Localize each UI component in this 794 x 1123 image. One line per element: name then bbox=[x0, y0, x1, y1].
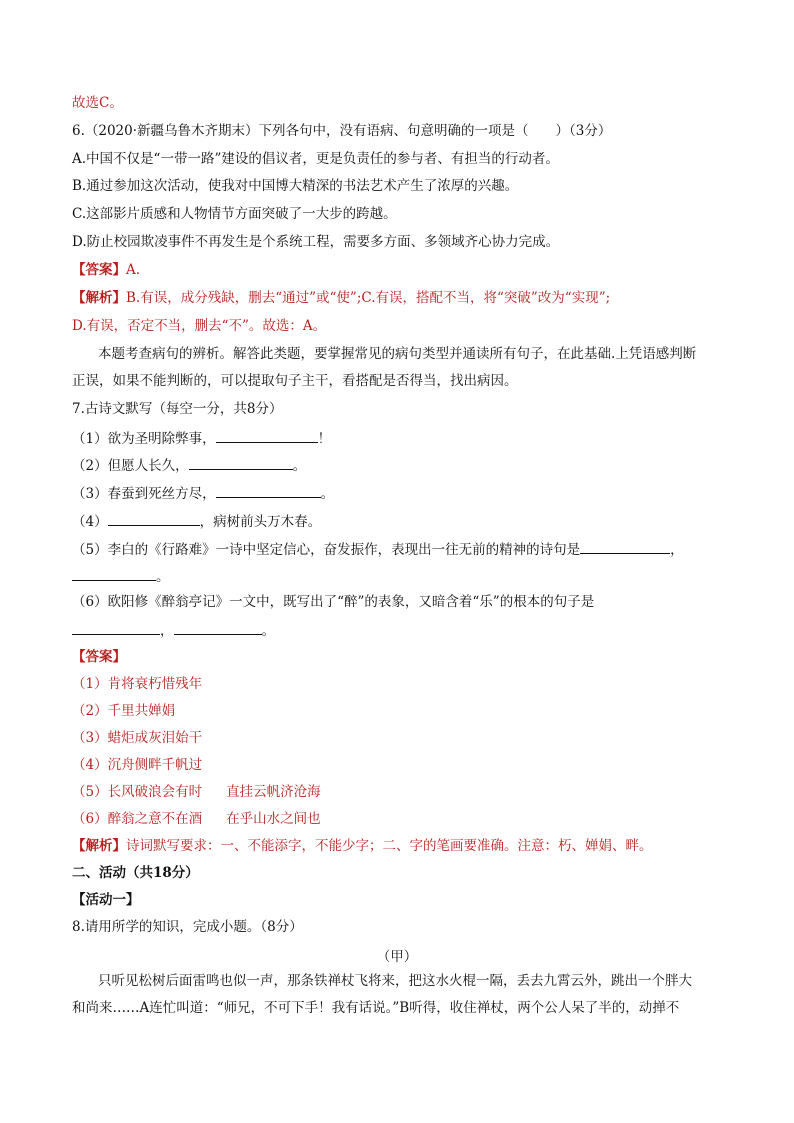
q7-6-text: （6）欧阳修《醉翁亭记》一文中，既写出了“醉”的表象，又暗含着“乐”的根本的句子是 bbox=[72, 594, 595, 610]
q7-1-end: ！ bbox=[317, 431, 332, 447]
answer-blank bbox=[580, 539, 670, 554]
answer-blank bbox=[216, 483, 321, 498]
q7-1-text: （1）欲为圣明除弊事， bbox=[72, 431, 216, 447]
analysis-text: 诗词默写要求：一、不能添字，不能少字；二、字的笔画要准确。注意：朽、婵娟、畔。 bbox=[126, 838, 653, 854]
q7-3-end: 。 bbox=[320, 486, 335, 502]
q7-3-text: （3）春蚕到死丝方尽， bbox=[72, 486, 216, 502]
answer-tag: 【答案】 bbox=[72, 262, 126, 278]
analysis-6-cont: D.有误，否定不当，删去“不”。故选：A。 bbox=[72, 318, 327, 334]
analysis-6 bbox=[72, 289, 610, 307]
q7-5-text: （5）李白的《行路难》一诗中坚定信心，奋发振作，表现出一往无前的精神的诗句是 bbox=[72, 542, 581, 558]
answer-7-5-b: 直挂云帆济沧海 bbox=[226, 784, 321, 800]
passage-line-1: 只听见松树后面雷鸣也似一声，那条铁禅杖飞将来，把这水火棍一隔，丢去九霄云外，跳出一个胖大 bbox=[98, 973, 692, 989]
answer-7-2: （2）千里共婵娟 bbox=[72, 703, 176, 719]
q7-2-end: 。 bbox=[292, 458, 307, 474]
analysis-text: B.有误，成分残缺，删去“通过”或“使”;C.有误，搭配不当，将“突破”改为“实现”; bbox=[126, 290, 611, 306]
q7-item-6 bbox=[72, 593, 594, 611]
prev-answer-text: 故选C。 bbox=[72, 95, 123, 111]
option-d: D.防止校园欺凌事件不再发生是个系统工程，需要多方面、多领域齐心协力完成。 bbox=[72, 234, 560, 250]
answer-blank bbox=[189, 455, 293, 470]
passage-line-2: 和尚来……A连忙叫道：“师兄，不可下手！我有话说。”B听得，收住禅杖，两个公人呆了半的，动掸不 bbox=[72, 1000, 680, 1016]
option-a: A.中国不仅是“一带一路”建设的倡议者，更是负责任的参与者、有担当的行动者。 bbox=[72, 151, 559, 167]
q7-5-end: 。 bbox=[156, 569, 170, 585]
answer-blank bbox=[108, 511, 200, 526]
q7-item-6-cont bbox=[72, 620, 275, 640]
q7-4-text: （4） bbox=[72, 514, 108, 530]
answer-blank bbox=[174, 620, 262, 635]
answer-7-6 bbox=[72, 810, 321, 828]
answer-blank bbox=[72, 566, 156, 581]
analysis-tag: 【解析】 bbox=[72, 838, 126, 854]
passage-label: （甲） bbox=[376, 949, 418, 965]
q7-item-3 bbox=[72, 483, 334, 503]
q7-2-text: （2）但愿人长久， bbox=[72, 458, 189, 474]
explanation-paragraph-1: 本题考查病句的辨析。解答此类题，要掌握常见的病句类型并通读所有句子，在此基础.上凭语感判断 bbox=[98, 346, 697, 362]
question-8-stem: 8.请用所学的知识，完成小题。（8分） bbox=[72, 919, 303, 935]
section-2-heading: 二、活动（共18分） bbox=[72, 865, 199, 881]
answer-blank bbox=[72, 620, 160, 635]
analysis-7 bbox=[72, 837, 653, 855]
answer-blank bbox=[216, 428, 318, 443]
answer-7-5-a: （5）长风破浪会有时 bbox=[72, 784, 203, 800]
q7-item-4 bbox=[72, 511, 321, 531]
explanation-paragraph-2: 正误，如果不能判断的，可以提取句子主干，看搭配是否得当，找出病因。 bbox=[72, 373, 518, 389]
q7-item-1 bbox=[72, 428, 331, 448]
answer-7-6-b: 在乎山水之间也 bbox=[226, 811, 321, 827]
answer-7-6-a: （6）醉翁之意不在酒 bbox=[72, 811, 203, 827]
q7-5-sep: ， bbox=[670, 542, 684, 558]
answer-7-4: （4）沉舟侧畔千帆过 bbox=[72, 757, 203, 773]
q7-item-5-cont bbox=[72, 566, 170, 586]
q7-6-sep: ， bbox=[160, 623, 174, 639]
answer-7-5 bbox=[72, 783, 321, 801]
q7-6-end: 。 bbox=[261, 623, 275, 639]
analysis-tag: 【解析】 bbox=[72, 290, 126, 306]
option-c: C.这部影片质感和人物情节方面突破了一大步的跨越。 bbox=[72, 206, 397, 222]
answer-6 bbox=[72, 261, 140, 279]
answer-value: A. bbox=[126, 262, 141, 278]
q7-item-5 bbox=[72, 539, 684, 559]
option-b: B.通过参加这次活动，使我对中国博大精深的书法艺术产生了浓厚的兴趣。 bbox=[72, 178, 519, 194]
activity-1-heading: 【活动一】 bbox=[72, 892, 140, 908]
answer-7-3: （3）蜡炬成灰泪始干 bbox=[72, 730, 203, 746]
q7-item-2 bbox=[72, 455, 306, 475]
answer-7-tag: 【答案】 bbox=[72, 649, 126, 665]
question-6-stem: 6.（2020·新疆乌鲁木齐期末）下列各句中，没有语病、句意明确的一项是（ ）（3分） bbox=[72, 123, 612, 139]
q7-4-end: ，病树前头万木春。 bbox=[199, 514, 322, 530]
answer-7-1: （1）肯将衰朽惜残年 bbox=[72, 676, 203, 692]
question-7-stem: 7.古诗文默写（每空一分，共8分） bbox=[72, 401, 283, 417]
